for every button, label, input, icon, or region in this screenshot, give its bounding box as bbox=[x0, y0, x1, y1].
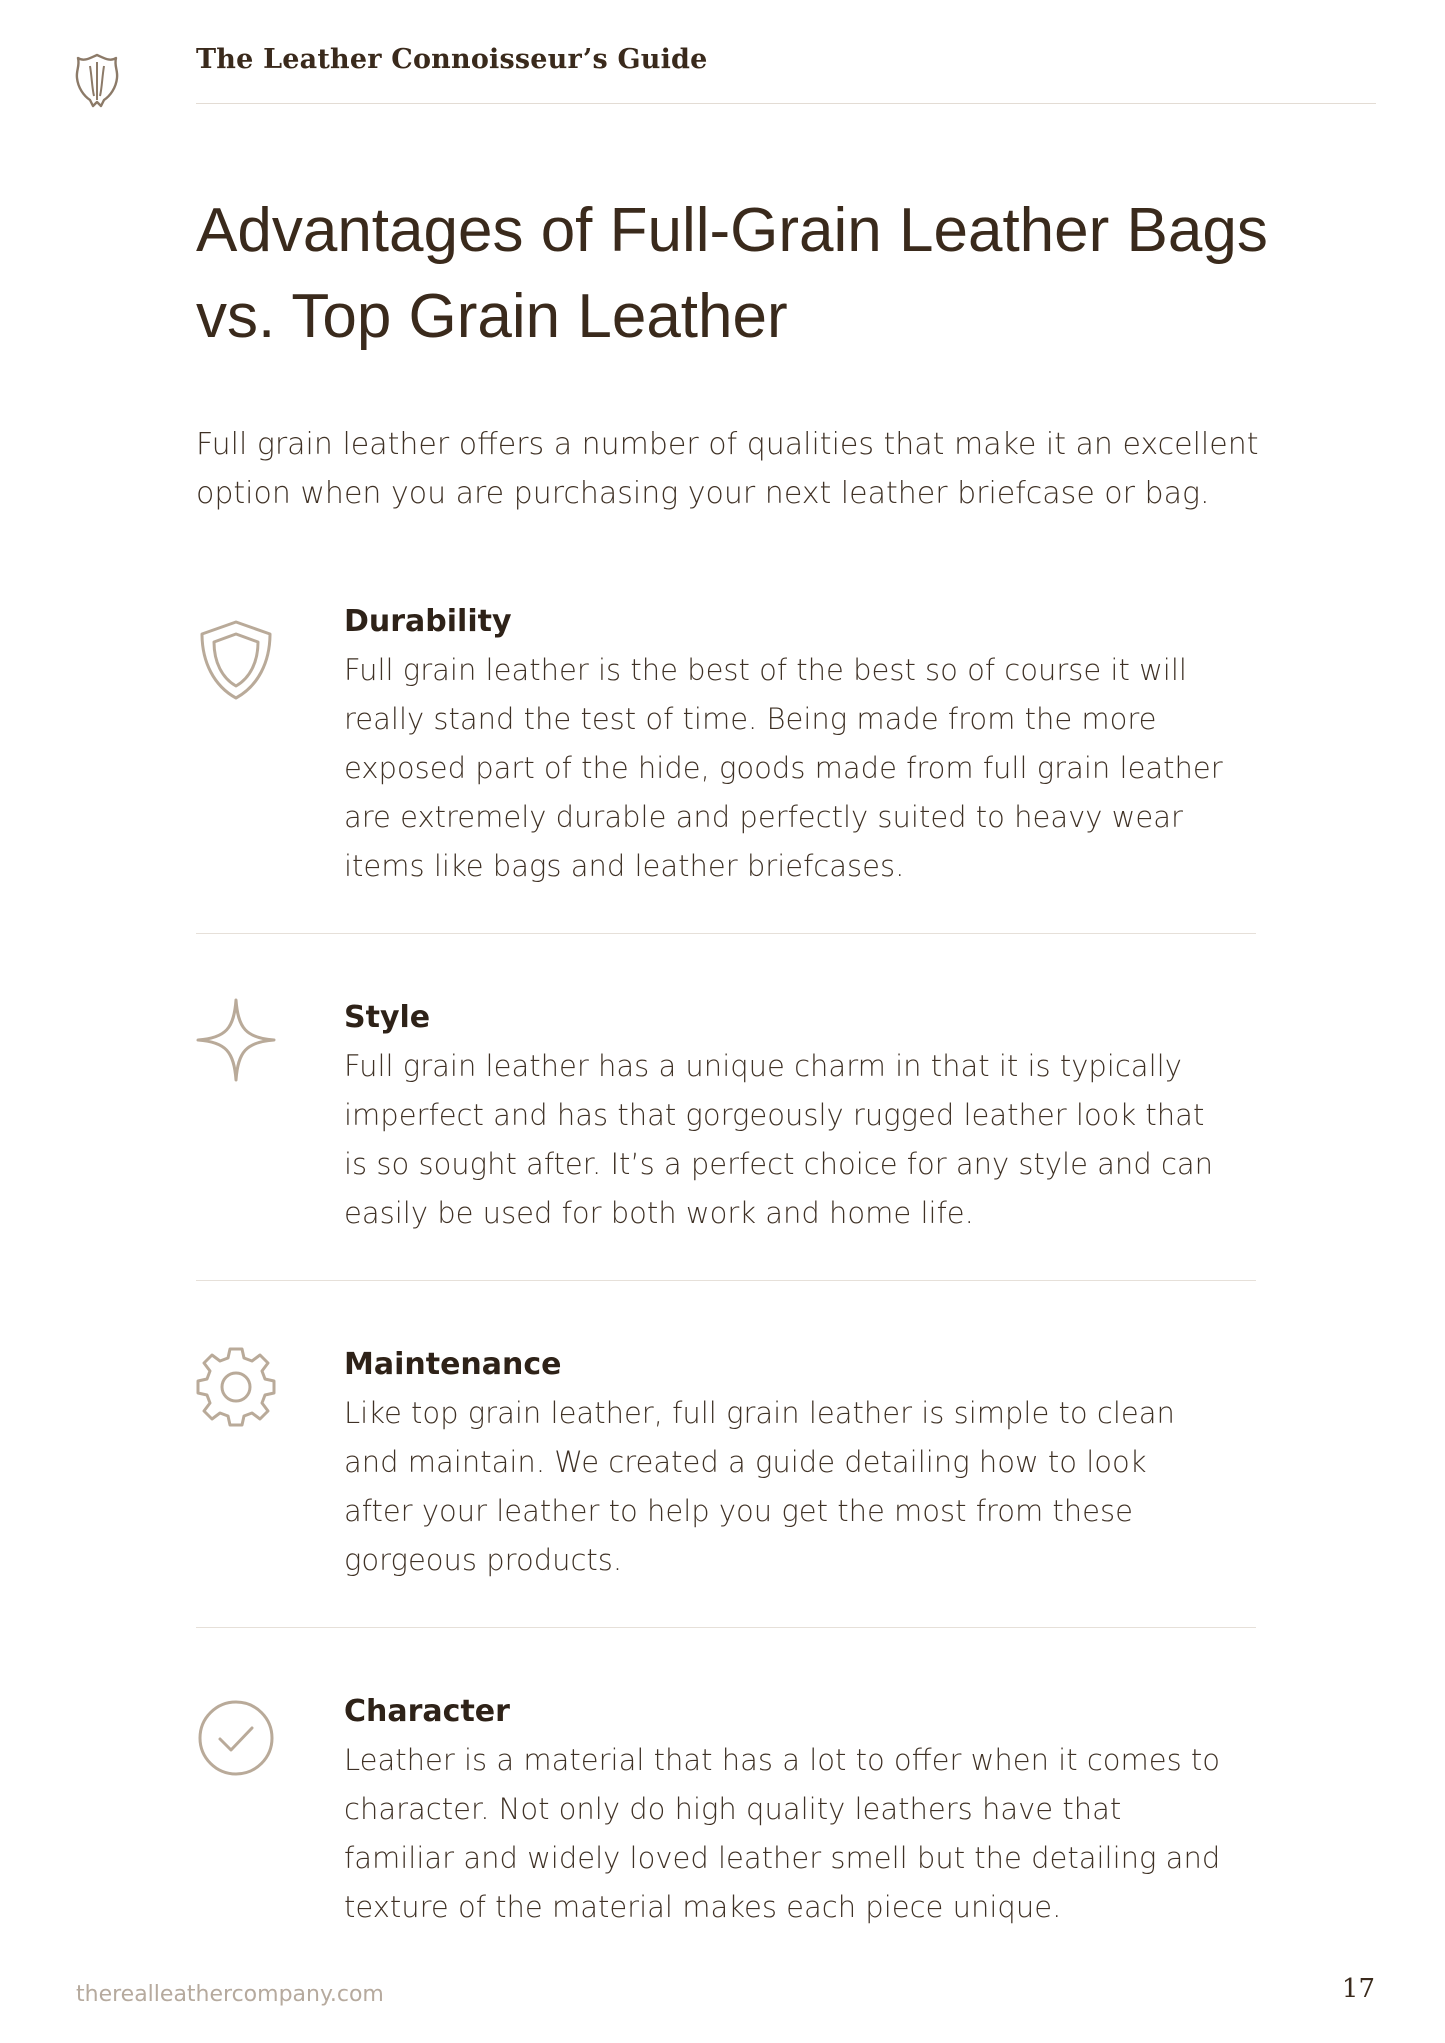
feature-title: Style bbox=[344, 1000, 431, 1035]
intro-paragraph: Full grain leather offers a number of qualities that make it an excellent option when you are purchasing your next leather briefcase or bag. bbox=[196, 427, 1259, 511]
header-divider bbox=[196, 103, 1376, 104]
feature-character bbox=[196, 1688, 1256, 1932]
gear-icon bbox=[196, 1345, 276, 1429]
feature-style bbox=[196, 994, 1256, 1238]
feature-title: Character bbox=[344, 1694, 510, 1729]
feature-maintenance bbox=[196, 1341, 1256, 1585]
shield-icon bbox=[196, 618, 276, 702]
running-title: The Leather Connoisseur’s Guide bbox=[196, 44, 708, 75]
footer-url[interactable]: therealleathercompany.com bbox=[76, 1982, 384, 2007]
check-circle-icon bbox=[196, 1696, 276, 1780]
feature-durability bbox=[196, 598, 1256, 891]
feature-body: Full grain leather is the best of the best so of course it will really stand the test of time. Being made from the more exposed part of the hide, goods made from full grain leather are extremely durable and perfectly suited to heavy wear items like bags and leather briefcases. bbox=[344, 653, 1223, 883]
section-divider bbox=[196, 1627, 1256, 1628]
leather-hide-icon bbox=[70, 52, 124, 108]
section-divider bbox=[196, 933, 1256, 934]
feature-body: Full grain leather has a unique charm in that it is typically imperfect and has that gorgeously rugged leather look that is so sought after. It’s a perfect choice for any style and can easily be used for both work and home life. bbox=[344, 1049, 1214, 1230]
sparkle-icon bbox=[196, 998, 276, 1082]
page-title: Advantages of Full-Grain Leather Bags vs. Top Grain Leather bbox=[196, 196, 1268, 351]
feature-body: Like top grain leather, full grain leather is simple to clean and maintain. We created a guide detailing how to look after your leather to help you get the most from these gorgeous products. bbox=[344, 1396, 1175, 1577]
page-number: 17 bbox=[1341, 1974, 1375, 2004]
feature-list bbox=[196, 598, 1256, 1932]
feature-title: Durability bbox=[344, 604, 512, 639]
feature-body: Leather is a material that has a lot to offer when it comes to character. Not only do high quality leathers have that familiar and widely loved leather smell but the detailing and texture of the material makes each piece unique. bbox=[344, 1743, 1221, 1924]
feature-title: Maintenance bbox=[344, 1347, 562, 1382]
section-divider bbox=[196, 1280, 1256, 1281]
